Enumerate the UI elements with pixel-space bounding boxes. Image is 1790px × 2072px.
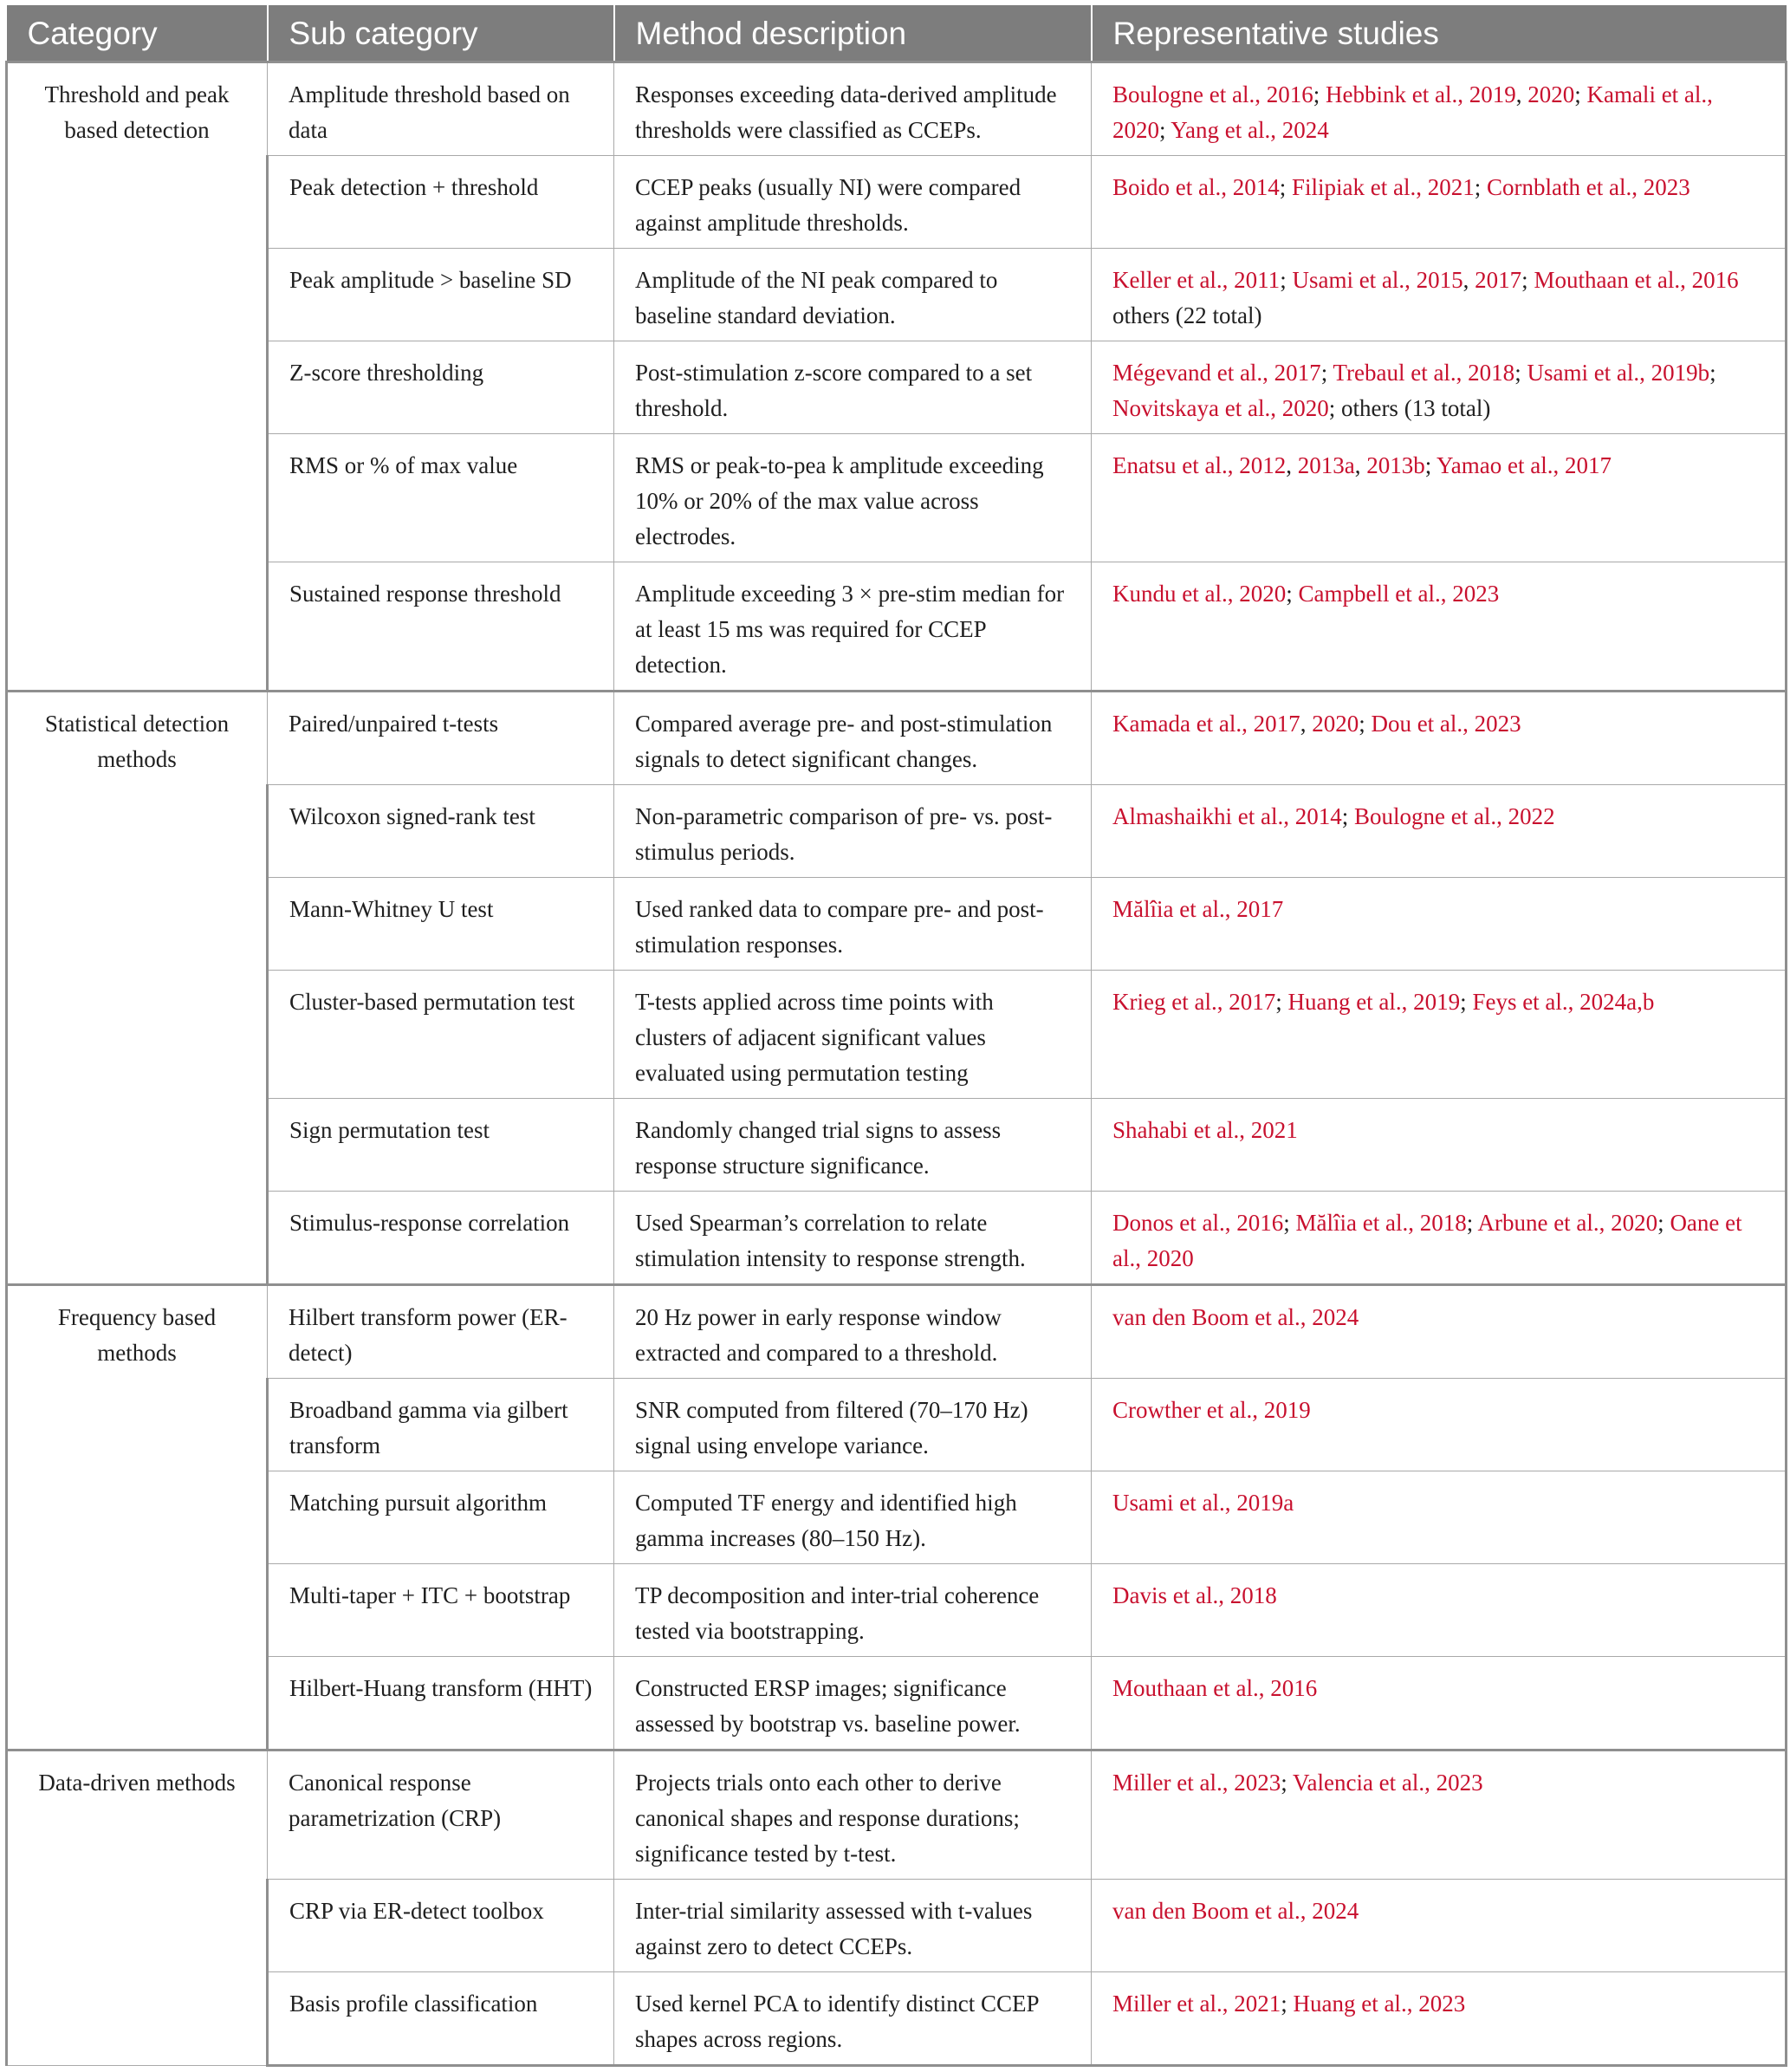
representative-studies-cell bbox=[1092, 971, 1787, 1099]
reference-link[interactable]: Krieg et al., 2017 bbox=[1112, 989, 1276, 1015]
separator-text: , bbox=[1300, 711, 1313, 737]
header-representative-studies: Representative studies bbox=[1092, 5, 1787, 62]
sub-category-cell: Peak detection + threshold bbox=[268, 156, 614, 249]
reference-link[interactable]: Yamao et al., 2017 bbox=[1436, 452, 1612, 478]
separator-text: ; bbox=[1280, 267, 1293, 293]
representative-studies-cell bbox=[1092, 341, 1787, 434]
method-description-cell: Amplitude exceeding 3 × pre-stim median for at least 15 ms was required for CCEP detection. bbox=[614, 562, 1092, 692]
header-row bbox=[7, 5, 1787, 62]
method-description-cell: Used kernel PCA to identify distinct CCEP shapes across regions. bbox=[614, 1972, 1092, 2066]
separator-text: ; bbox=[1466, 1210, 1478, 1236]
method-description-cell: 20 Hz power in early response window extracted and compared to a threshold. bbox=[614, 1285, 1092, 1379]
method-description-cell: Computed TF energy and identified high gamma increases (80–150 Hz). bbox=[614, 1471, 1092, 1564]
sub-category-cell: CRP via ER-detect toolbox bbox=[268, 1880, 614, 1972]
sub-category-cell: Wilcoxon signed-rank test bbox=[268, 785, 614, 878]
reference-link[interactable]: Kundu et al., 2020 bbox=[1112, 581, 1287, 607]
separator-text: ; bbox=[1275, 989, 1288, 1015]
reference-link[interactable]: 2017 bbox=[1475, 267, 1522, 293]
table-row bbox=[7, 1972, 1787, 2066]
sub-category-cell: Broadband gamma via gilbert transform bbox=[268, 1379, 614, 1471]
reference-link[interactable]: Mălîia et al., 2018 bbox=[1295, 1210, 1467, 1236]
reference-link[interactable]: Campbell et al., 2023 bbox=[1298, 581, 1500, 607]
table-header bbox=[7, 5, 1787, 62]
reference-link[interactable]: 2020 bbox=[1527, 81, 1575, 107]
representative-studies-cell bbox=[1092, 62, 1787, 156]
separator-text: ; bbox=[1514, 360, 1527, 386]
sub-category-cell: Matching pursuit algorithm bbox=[268, 1471, 614, 1564]
separator-text: , bbox=[1354, 452, 1367, 478]
representative-studies-cell bbox=[1092, 434, 1787, 562]
reference-link[interactable]: Dou et al., 2023 bbox=[1371, 711, 1521, 737]
reference-link[interactable]: Donos et al., 2016 bbox=[1112, 1210, 1284, 1236]
sub-category-cell: Peak amplitude > baseline SD bbox=[268, 249, 614, 341]
reference-link[interactable]: van den Boom et al., 2024 bbox=[1112, 1304, 1359, 1330]
table-body bbox=[7, 62, 1787, 2066]
category-cell: Data-driven methods bbox=[7, 1750, 268, 2066]
representative-studies-cell bbox=[1092, 156, 1787, 249]
reference-link[interactable]: Usami et al., 2015 bbox=[1292, 267, 1463, 293]
reference-link[interactable]: Boido et al., 2014 bbox=[1112, 174, 1280, 200]
table-row bbox=[7, 1564, 1787, 1657]
table-row bbox=[7, 878, 1787, 971]
reference-link[interactable]: Shahabi et al., 2021 bbox=[1112, 1117, 1298, 1143]
reference-link[interactable]: Huang et al., 2023 bbox=[1293, 1991, 1466, 2017]
method-description-cell: Used Spearman’s correlation to relate stimulation intensity to response strength. bbox=[614, 1192, 1092, 1285]
representative-studies-cell bbox=[1092, 1750, 1787, 1880]
separator-text: ; bbox=[1159, 117, 1171, 143]
header-category: Category bbox=[7, 5, 268, 62]
reference-link[interactable]: Kamada et al., 2017 bbox=[1112, 711, 1300, 737]
reference-link[interactable]: Mégevand et al., 2017 bbox=[1112, 360, 1321, 386]
reference-link[interactable]: Hebbink et al., 2019 bbox=[1325, 81, 1516, 107]
representative-studies-cell bbox=[1092, 692, 1787, 785]
separator-text: ; bbox=[1574, 81, 1587, 107]
table-row bbox=[7, 562, 1787, 692]
sub-category-cell: Mann-Whitney U test bbox=[268, 878, 614, 971]
method-description-cell: TP decomposition and inter-trial coherence tested via bootstrapping. bbox=[614, 1564, 1092, 1657]
separator-text: ; bbox=[1359, 711, 1372, 737]
table-row bbox=[7, 249, 1787, 341]
sub-category-cell: Sustained response threshold bbox=[268, 562, 614, 692]
category-cell: Statistical detection methods bbox=[7, 692, 268, 1285]
sub-category-cell: RMS or % of max value bbox=[268, 434, 614, 562]
separator-text: ; bbox=[1424, 452, 1437, 478]
reference-link[interactable]: Miller et al., 2021 bbox=[1112, 1991, 1281, 2017]
sub-category-cell: Sign permutation test bbox=[268, 1099, 614, 1192]
header-sub-category: Sub category bbox=[268, 5, 614, 62]
method-description-cell: T-tests applied across time points with clusters of adjacent significant values evaluated using permutation testing bbox=[614, 971, 1092, 1099]
reference-link[interactable]: Arbune et al., 2020 bbox=[1477, 1210, 1658, 1236]
representative-studies-cell bbox=[1092, 1379, 1787, 1471]
reference-link[interactable]: Miller et al., 2023 bbox=[1112, 1770, 1281, 1796]
representative-studies-cell bbox=[1092, 785, 1787, 878]
reference-link[interactable]: Usami et al., 2019b bbox=[1527, 360, 1710, 386]
representative-studies-cell bbox=[1092, 1564, 1787, 1657]
table-row bbox=[7, 1099, 1787, 1192]
method-description-cell: Randomly changed trial signs to assess response structure significance. bbox=[614, 1099, 1092, 1192]
separator-text: , bbox=[1515, 81, 1528, 107]
method-description-cell: Non-parametric comparison of pre- vs. post-stimulus periods. bbox=[614, 785, 1092, 878]
methods-table bbox=[5, 5, 1787, 2067]
separator-text: ; others (13 total) bbox=[1328, 395, 1491, 421]
method-description-cell: Inter-trial similarity assessed with t-values against zero to detect CCEPs. bbox=[614, 1880, 1092, 1972]
reference-link[interactable]: Keller et al., 2011 bbox=[1112, 267, 1281, 293]
method-description-cell: Constructed ERSP images; significance assessed by bootstrap vs. baseline power. bbox=[614, 1657, 1092, 1750]
method-description-cell: Compared average pre- and post-stimulation signals to detect significant changes. bbox=[614, 692, 1092, 785]
separator-text: ; bbox=[1281, 1770, 1293, 1796]
table-row bbox=[7, 1379, 1787, 1471]
reference-link[interactable]: Mălîia et al., 2017 bbox=[1112, 896, 1284, 922]
sub-category-cell: Basis profile classification bbox=[268, 1972, 614, 2066]
representative-studies-cell bbox=[1092, 1099, 1787, 1192]
reference-link[interactable]: 2013b bbox=[1366, 452, 1425, 478]
separator-text: ; bbox=[1709, 360, 1716, 386]
category-cell: Threshold and peak based detection bbox=[7, 62, 268, 692]
separator-text: ; bbox=[1657, 1210, 1670, 1236]
representative-studies-cell bbox=[1092, 1285, 1787, 1379]
table-row bbox=[7, 1285, 1787, 1379]
representative-studies-cell bbox=[1092, 562, 1787, 692]
sub-category-cell: Stimulus-response correlation bbox=[268, 1192, 614, 1285]
sub-category-cell: Amplitude threshold based on data bbox=[268, 62, 614, 156]
reference-link[interactable]: Kamali et al., 2020 bbox=[1112, 81, 1713, 143]
separator-text: ; bbox=[1279, 174, 1292, 200]
separator-text: ; bbox=[1521, 267, 1534, 293]
table-row bbox=[7, 692, 1787, 785]
separator-text: ; bbox=[1283, 1210, 1296, 1236]
reference-link[interactable]: Huang et al., 2019 bbox=[1287, 989, 1461, 1015]
representative-studies-cell bbox=[1092, 1972, 1787, 2066]
sub-category-cell: Canonical response parametrization (CRP) bbox=[268, 1750, 614, 1880]
reference-link[interactable]: Davis et al., 2018 bbox=[1112, 1582, 1277, 1608]
representative-studies-cell bbox=[1092, 1880, 1787, 1972]
header-method-description: Method description bbox=[614, 5, 1092, 62]
reference-link[interactable]: Cornblath et al., 2023 bbox=[1487, 174, 1690, 200]
representative-studies-cell bbox=[1092, 878, 1787, 971]
separator-text: ; bbox=[1281, 1991, 1294, 2017]
reference-link[interactable]: Filipiak et al., 2021 bbox=[1292, 174, 1475, 200]
table-row bbox=[7, 1750, 1787, 1880]
reference-link[interactable]: Almashaikhi et al., 2014 bbox=[1112, 803, 1342, 829]
representative-studies-cell bbox=[1092, 1192, 1787, 1285]
reference-link[interactable]: 2013a bbox=[1297, 452, 1355, 478]
method-description-cell: SNR computed from filtered (70–170 Hz) signal using envelope variance. bbox=[614, 1379, 1092, 1471]
separator-text: , bbox=[1462, 267, 1475, 293]
reference-link[interactable]: 2020 bbox=[1312, 711, 1359, 737]
sub-category-cell: Multi-taper + ITC + bootstrap bbox=[268, 1564, 614, 1657]
table-row bbox=[7, 434, 1787, 562]
method-description-cell: Used ranked data to compare pre- and post-stimulation responses. bbox=[614, 878, 1092, 971]
table-row bbox=[7, 1192, 1787, 1285]
sub-category-cell: Hilbert transform power (ER-detect) bbox=[268, 1285, 614, 1379]
separator-text: ; bbox=[1460, 989, 1473, 1015]
reference-link[interactable]: Boulogne et al., 2016 bbox=[1112, 81, 1313, 107]
separator-text: ; bbox=[1313, 81, 1326, 107]
table-row bbox=[7, 341, 1787, 434]
reference-link[interactable]: Novitskaya et al., 2020 bbox=[1112, 395, 1329, 421]
separator-text: , bbox=[1286, 452, 1298, 478]
reference-link[interactable]: Mouthaan et al., 2016 bbox=[1534, 267, 1739, 293]
method-description-cell: CCEP peaks (usually NI) were compared against amplitude thresholds. bbox=[614, 156, 1092, 249]
table-row bbox=[7, 1471, 1787, 1564]
reference-link[interactable]: Yang et al., 2024 bbox=[1171, 117, 1329, 143]
representative-studies-cell bbox=[1092, 1657, 1787, 1750]
separator-text: ; bbox=[1474, 174, 1487, 200]
reference-link[interactable]: Valencia et al., 2023 bbox=[1292, 1770, 1483, 1796]
separator-text: ; bbox=[1341, 803, 1354, 829]
reference-link[interactable]: Enatsu et al., 2012 bbox=[1112, 452, 1287, 478]
table-row bbox=[7, 971, 1787, 1099]
reference-link[interactable]: Crowther et al., 2019 bbox=[1112, 1397, 1311, 1423]
table-row bbox=[7, 62, 1787, 156]
reference-link[interactable]: Mouthaan et al., 2016 bbox=[1112, 1675, 1318, 1701]
table-row bbox=[7, 1657, 1787, 1750]
method-description-cell: Projects trials onto each other to derive canonical shapes and response durations; significance tested by t-test. bbox=[614, 1750, 1092, 1880]
sub-category-cell: Z-score thresholding bbox=[268, 341, 614, 434]
reference-link[interactable]: Usami et al., 2019a bbox=[1112, 1490, 1294, 1516]
sub-category-cell: Paired/unpaired t-tests bbox=[268, 692, 614, 785]
method-description-cell: Responses exceeding data-derived amplitude thresholds were classified as CCEPs. bbox=[614, 62, 1092, 156]
table-row bbox=[7, 156, 1787, 249]
representative-studies-cell bbox=[1092, 249, 1787, 341]
table-row bbox=[7, 1880, 1787, 1972]
category-cell: Frequency based methods bbox=[7, 1285, 268, 1750]
separator-text: ; bbox=[1320, 360, 1333, 386]
reference-link[interactable]: Feys et al., 2024a,b bbox=[1472, 989, 1655, 1015]
representative-studies-cell bbox=[1092, 1471, 1787, 1564]
method-description-cell: RMS or peak-to-pea k amplitude exceeding 10% or 20% of the max value across electrodes. bbox=[614, 434, 1092, 562]
reference-link[interactable]: Oane et al., 2020 bbox=[1112, 1210, 1742, 1271]
method-description-cell: Amplitude of the NI peak compared to baseline standard deviation. bbox=[614, 249, 1092, 341]
reference-link[interactable]: Trebaul et al., 2018 bbox=[1333, 360, 1515, 386]
separator-text: ; bbox=[1286, 581, 1299, 607]
reference-link[interactable]: van den Boom et al., 2024 bbox=[1112, 1898, 1359, 1924]
reference-link[interactable]: Boulogne et al., 2022 bbox=[1353, 803, 1555, 829]
separator-text: others (22 total) bbox=[1112, 302, 1262, 328]
table-row bbox=[7, 785, 1787, 878]
sub-category-cell: Cluster-based permutation test bbox=[268, 971, 614, 1099]
method-description-cell: Post-stimulation z-score compared to a set threshold. bbox=[614, 341, 1092, 434]
sub-category-cell: Hilbert-Huang transform (HHT) bbox=[268, 1657, 614, 1750]
